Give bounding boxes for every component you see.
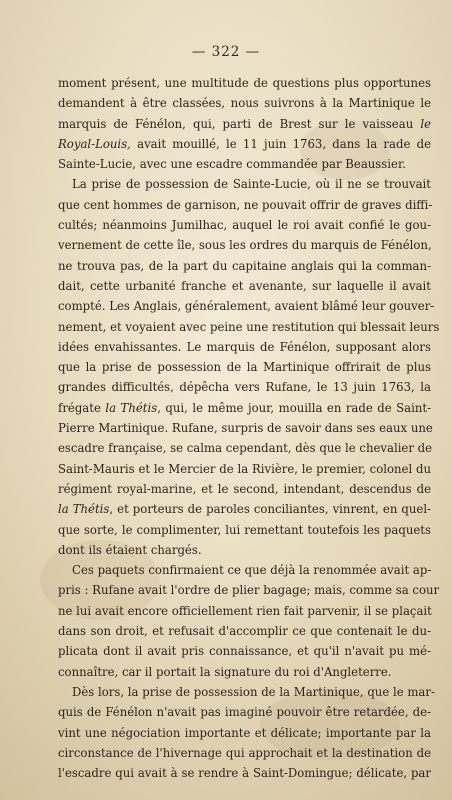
text-line (58, 215, 431, 235)
text-line (58, 682, 435, 702)
text-segment: dait, cette urbanité franche et avenante, sur laquelle il avait (58, 278, 431, 293)
text-segment: dans son droit, et refusait d'accomplir ce que contenait le du- (58, 624, 431, 639)
text-line (58, 195, 431, 215)
text-line (58, 459, 431, 479)
text-segment: que la prise de possession de la Martinique offrirait de plus (58, 360, 431, 375)
text-segment: plicata dont il avait pris connaissance, et qu'il n'avait pu mé- (58, 644, 431, 659)
italic-text: Royal-Louis, (58, 136, 131, 151)
text-segment: Saint-Mauris et le Mercier de la Rivière, le premier, colonel du (58, 461, 431, 476)
text-line (58, 398, 431, 418)
text-line (58, 296, 435, 316)
text-line (58, 114, 431, 134)
text-segment: Ces paquets confirmaient ce que déjà la renommée avait ap- (72, 563, 432, 578)
italic-text: la Thétis (58, 502, 110, 517)
text-line (58, 540, 431, 560)
text-line (58, 317, 440, 337)
text-segment: dont ils étaient chargés. (58, 542, 202, 557)
text-line (58, 134, 431, 154)
text-segment: , et porteurs de paroles conciliantes, vinrent, en quel- (109, 502, 432, 517)
italic-text: le (420, 116, 431, 131)
text-segment: compté. Les Anglais, généralement, avaient blâmé leur gouver- (58, 299, 435, 314)
text-line (58, 662, 431, 682)
text-segment: La prise de possession de Sainte-Lucie, où il ne se trouvait (72, 177, 431, 192)
text-segment: nement, et voyaient avec peine une restitution qui blessait leurs (58, 319, 440, 334)
text-line (58, 418, 431, 438)
text-segment: ne trouva pas, de la part du capitaine anglais qui la comman- (58, 258, 431, 273)
text-line (58, 580, 440, 600)
text-segment: régiment royal-marine, et le second, intendant, descendus de (58, 481, 431, 496)
text-line (58, 621, 431, 641)
text-line (58, 520, 431, 540)
text-line (58, 723, 431, 743)
text-segment: ne lui avait encore officiellement rien fait parvenir, il se plaçait (58, 603, 432, 618)
text-segment: connaître, car il portait la signature du roi d'Angleterre. (58, 664, 392, 679)
text-line (58, 174, 431, 194)
body-text (58, 73, 440, 783)
text-segment: Pierre Martinique. Rufane, surpris de savoir dans ses eaux une (58, 421, 433, 436)
text-segment: idées envahissantes. Le marquis de Fénélon, supposant alors (58, 339, 431, 354)
text-segment: grandes difficultés, dépêcha vers Rufane, le 13 juin 1763, la (58, 380, 431, 395)
text-segment: avait mouillé, le 11 juin 1763, dans la rade de (130, 136, 431, 151)
text-segment: escadre française, se calma cependant, dès que le chevalier de (58, 441, 433, 456)
text-line (58, 235, 431, 255)
text-segment: pris : Rufane avait l'ordre de plier bagage; mais, comme sa cour (58, 583, 440, 598)
text-line (58, 702, 431, 722)
text-segment: vint une négociation importante et délicate; importante par la (58, 725, 431, 740)
text-segment: , qui, le même jour, mouilla en rade de Saint- (157, 400, 432, 415)
page-number: — 322 — (191, 44, 261, 60)
text-line (58, 438, 431, 458)
text-segment: Sainte-Lucie, avec une escadre commandée par Beaussier. (58, 157, 406, 172)
text-segment: circonstance de l'hivernage qui approchait et la destination de (58, 745, 431, 760)
text-line (58, 743, 431, 763)
text-segment: frégate (58, 400, 106, 415)
text-line (58, 73, 431, 93)
text-segment: Dès lors, la prise de possession de la Martinique, que le mar- (72, 684, 435, 699)
text-line (58, 479, 431, 499)
text-segment: que cent hommes de garnison, ne pouvait offrir de graves diffi- (58, 197, 433, 212)
text-line (58, 601, 431, 621)
text-line (58, 93, 431, 113)
text-segment: quis de Fénélon n'avait pas imaginé pouvoir être retardée, de- (58, 705, 431, 720)
text-line (58, 154, 431, 174)
text-segment: demandent à être classées, nous suivrons à la Martinique le (58, 96, 431, 111)
text-segment: vernement de cette île, sous les ordres du marquis de Fénélon, (58, 238, 432, 253)
text-line (58, 337, 431, 357)
text-line (58, 499, 431, 519)
italic-text: la Thétis (105, 400, 158, 415)
text-segment: cultés; néanmoins Jumilhac, auquel le roi avait confié le gou- (58, 218, 431, 233)
text-line (58, 377, 431, 397)
text-line (58, 256, 431, 276)
text-line (58, 357, 431, 377)
text-line (58, 560, 431, 580)
text-segment: l'escadre qui avait à se rendre à Saint-Domingue; délicate, par (58, 766, 431, 781)
text-line (58, 641, 431, 661)
text-segment: que sorte, le complimenter, lui remettant toutefois les paquets (58, 522, 431, 537)
text-line (58, 763, 431, 783)
text-segment: marquis de Fénélon, qui, parti de Brest sur le vaisseau (58, 116, 421, 131)
text-segment: moment présent, une multitude de questions plus opportunes (58, 76, 431, 90)
text-line (58, 276, 431, 296)
